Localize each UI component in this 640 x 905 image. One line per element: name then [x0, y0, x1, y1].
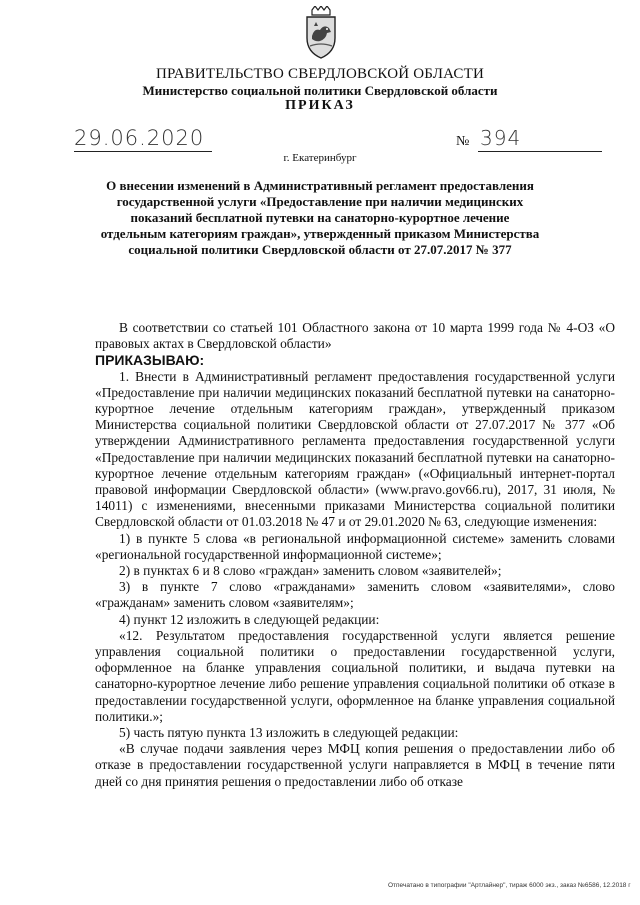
subitem-4: 4) пункт 12 изложить в следующей редакции:	[119, 611, 380, 627]
subitem-3: 3) в пункте 7 слово «гражданами» заменить словом «заявителями», слово «гражданам» заменить словом «заявителям»;	[95, 579, 615, 611]
print-footer: Отпечатано в типографии "Артлайнер", тираж 6000 экз., заказ №6586, 12.2018 г	[388, 882, 631, 889]
document-title: О внесении изменений в Административный регламент предоставления государственной услуги «Предоставление при наличии медицинских показаний бесплатной путевки на санаторно-курортное лечение отдельным категориям граждан», утвержденный приказом Министерства социальной политики Свердловской области от 27.07.2017 № 377	[100, 178, 540, 257]
order-word: ПРИКАЗЫВАЮ:	[95, 352, 205, 369]
ministry-name: Министерство социальной политики Свердловской области	[142, 83, 498, 98]
subitem-2: 2) в пунктах 6 и 8 слово «граждан» заменить словом «заявителей»;	[119, 563, 502, 579]
order-date: 29.06.2020	[74, 126, 205, 150]
quote-point-12: «12. Результатом предоставления государственной услуги является решение управления социальной политики о предоставлении государственной услуги, оформленное на бланке управления социальной политики, и выдача путевки на санаторно-курортное лечение либо решение управления социальной политики об отказе в предоставлении государственной услуги, оформленное на бланке управления социальной политики.»;	[95, 627, 615, 724]
city: г. Екатеринбург	[283, 152, 357, 164]
intro-paragraph: В соответствии со статьей 101 Областного закона от 10 марта 1999 года № 4-ОЗ «О правовых актах в Свердловской области»	[95, 320, 615, 352]
order-number: 394	[480, 126, 522, 150]
item-1: 1. Внести в Административный регламент предоставления государственной услуги «Предоставление при наличии медицинских показаний бесплатной путевки на санаторно-курортное лечение отдельным категориям граждан», утвержденный приказом Министерства социальной политики Свердловской области от 27.07.2017 № 377 «Об утверждении Административного регламента предоставления государственной услуги «Предоставление при наличии медицинских показаний бесплатной путевки на санаторно-курортное лечение отдельным категориям граждан» («Официальный интернет-портал правовой информации Свердловской области» (www.pravo.gov66.ru), 2017, 31 июля, № 14011) с изменениями, внесенными приказами Министерства социальной политики Свердловской области от 01.03.2018 № 47 и от 29.01.2020 № 63, следующие изменения:	[95, 368, 615, 530]
document-body	[95, 320, 615, 790]
number-label: №	[456, 134, 470, 149]
subitem-5: 5) часть пятую пункта 13 изложить в следующей редакции:	[119, 725, 459, 741]
subitem-1: 1) в пункте 5 слова «в региональной информационной системе» заменить словами «региональной государственной информационной системе»;	[95, 530, 615, 562]
document-type: ПРИКАЗ	[285, 98, 355, 113]
quote-point-13: «В случае подачи заявления через МФЦ копия решения о предоставлении либо об отказе в предоставлении государственной услуги направляется в МФЦ в течение пяти дней со дня принятия решения о предоставлении либо об отказе	[95, 741, 615, 789]
government-name: ПРАВИТЕЛЬСТВО СВЕРДЛОВСКОЙ ОБЛАСТИ	[155, 66, 485, 82]
coat-of-arms-icon	[300, 6, 342, 60]
